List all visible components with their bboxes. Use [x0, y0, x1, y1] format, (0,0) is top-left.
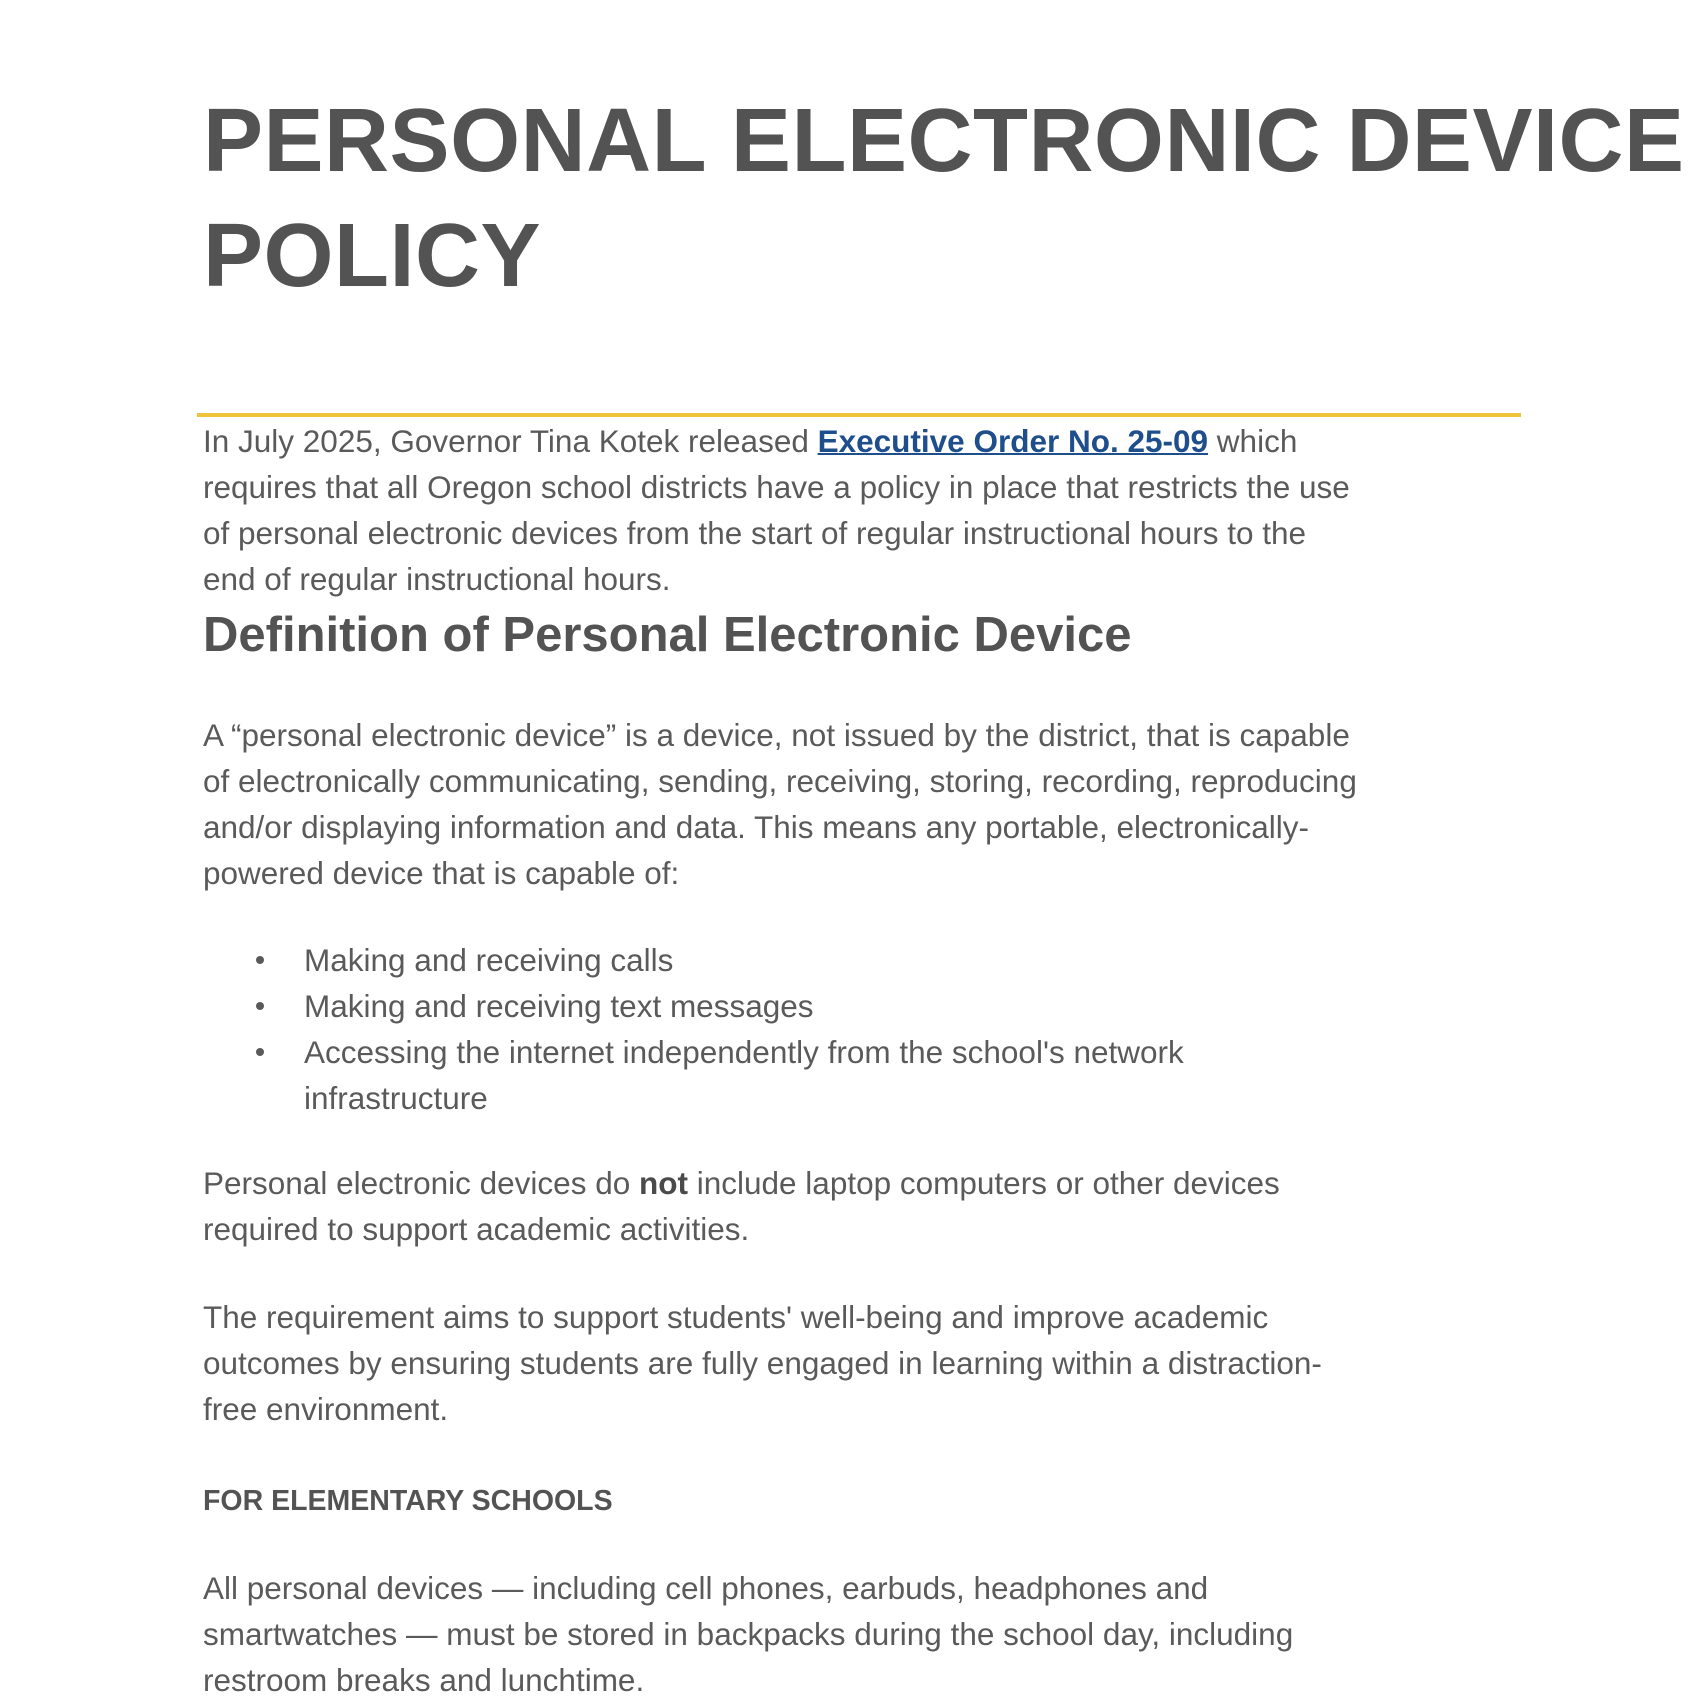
list-item — [203, 937, 1184, 983]
intro-first-line — [203, 418, 1350, 464]
list-item-text: Making and receiving calls — [304, 942, 674, 978]
intro-paragraph — [203, 418, 1350, 602]
elementary-heading: FOR ELEMENTARY SCHOOLS — [203, 1485, 613, 1517]
title-line: PERSONAL ELECTRONIC DEVICE — [203, 91, 1685, 191]
intro-line: end of regular instructional hours. — [203, 561, 671, 597]
exclusion-text: Personal electronic devices do — [203, 1165, 639, 1201]
definition-heading: Definition of Personal Electronic Device — [203, 608, 1132, 662]
purpose-line: The requirement aims to support students' well-being and improve academic — [203, 1299, 1269, 1335]
exclusion-paragraph — [203, 1160, 1280, 1252]
intro-line: requires that all Oregon school districts have a policy in place that restricts the use — [203, 469, 1350, 505]
purpose-line: outcomes by ensuring students are fully engaged in learning within a distraction- — [203, 1345, 1322, 1381]
emphasis-not: not — [639, 1165, 688, 1201]
list-item-text: Making and receiving text messages — [304, 988, 814, 1024]
exclusion-line: required to support academic activities. — [203, 1211, 750, 1247]
elementary-line: smartwatches — must be stored in backpacks during the school day, including — [203, 1616, 1294, 1652]
title-line: POLICY — [203, 206, 542, 306]
elementary-line: restroom breaks and lunchtime. — [203, 1662, 645, 1698]
definition-line: powered device that is capable of: — [203, 855, 680, 891]
bullet-icon — [256, 956, 264, 964]
intro-text: which — [1208, 423, 1298, 459]
capabilities-list — [203, 937, 1184, 1121]
definition-line: A “personal electronic device” is a device, not issued by the district, that is capable — [203, 717, 1350, 753]
exclusion-line — [203, 1160, 1280, 1206]
list-item-text: Accessing the internet independently from the school's network — [304, 1034, 1184, 1070]
exclusion-text: include laptop computers or other devices — [687, 1165, 1280, 1201]
elementary-line: All personal devices — including cell phones, earbuds, headphones and — [203, 1570, 1209, 1606]
list-item-continuation — [203, 1075, 1184, 1121]
executive-order-link[interactable]: Executive Order No. 25-09 — [817, 423, 1209, 459]
bullet-icon — [256, 1002, 264, 1010]
definition-line: of electronically communicating, sending, receiving, storing, recording, reproducing — [203, 763, 1357, 799]
definition-line: and/or displaying information and data. This means any portable, electronically- — [203, 809, 1310, 845]
purpose-line: free environment. — [203, 1391, 449, 1427]
intro-line: of personal electronic devices from the start of regular instructional hours to the — [203, 515, 1307, 551]
definition-paragraph — [203, 712, 1357, 896]
accent-divider — [197, 413, 1521, 417]
list-item — [203, 1029, 1184, 1075]
purpose-paragraph — [203, 1294, 1322, 1432]
list-item — [203, 983, 1184, 1029]
list-item-text: infrastructure — [304, 1080, 488, 1116]
intro-text: In July 2025, Governor Tina Kotek released — [203, 423, 818, 459]
elementary-paragraph — [203, 1565, 1293, 1703]
page-title — [203, 84, 1685, 314]
bullet-icon — [256, 1048, 264, 1056]
